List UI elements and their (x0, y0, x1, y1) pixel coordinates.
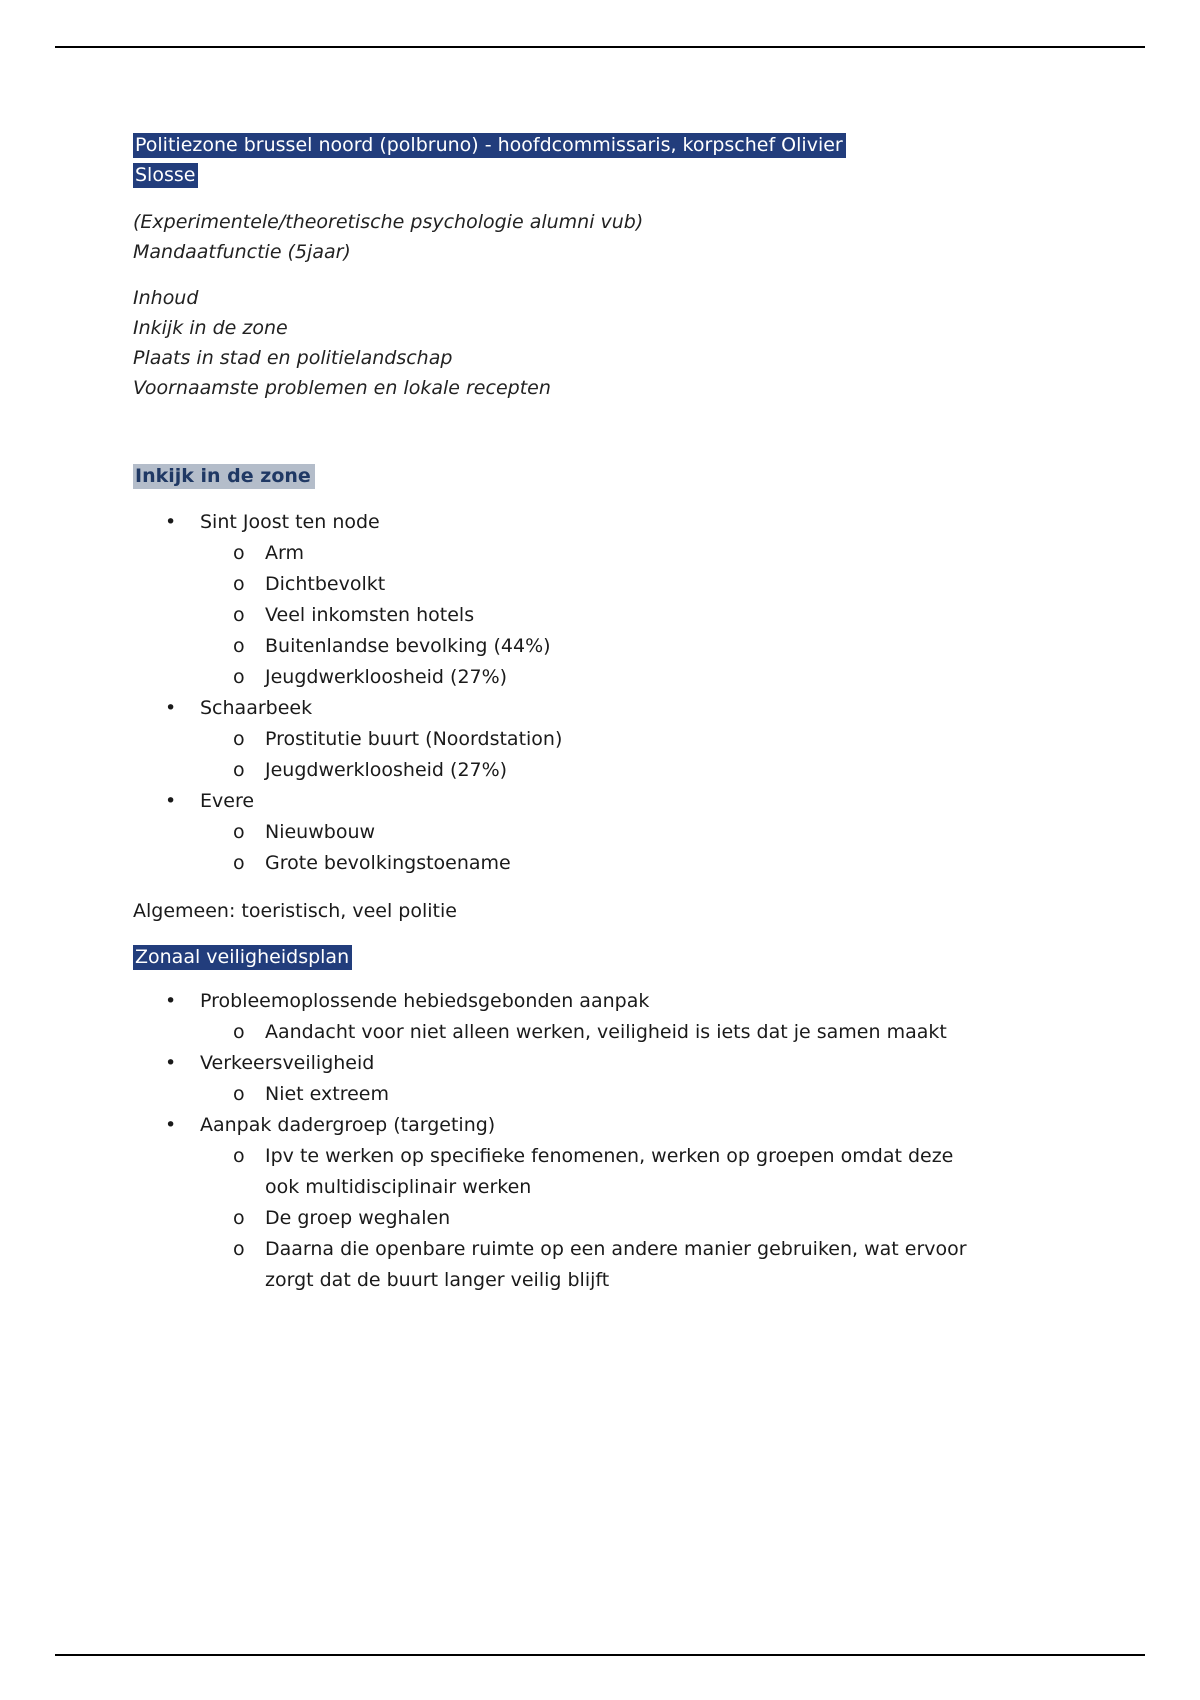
sub-bullet-icon: o (233, 542, 245, 565)
sub-list-item-label: De groep weghalen (265, 1207, 451, 1230)
sub-bullet-icon: o (233, 666, 245, 689)
top-rule (55, 46, 1145, 48)
veiligheidsplan-list (133, 986, 978, 1296)
sub-bullet-icon: o (233, 728, 245, 751)
bullet-icon: • (165, 697, 177, 720)
sub-list-item-label: Aandacht voor niet alleen werken, veiligheid is iets dat je samen maakt (265, 1021, 947, 1044)
sub-list-item (133, 600, 978, 631)
subtitle-block (133, 207, 978, 267)
list-item (133, 507, 978, 538)
list-item-label: Evere (200, 790, 255, 813)
sub-list-item (133, 1079, 978, 1110)
list-item (133, 786, 978, 817)
bullet-icon: • (165, 1114, 177, 1137)
sub-list-item (133, 631, 978, 662)
sub-list-item (133, 662, 978, 693)
zone-list (133, 507, 978, 879)
sub-list-item (133, 755, 978, 786)
title-highlight-line-1: Politiezone brussel noord (polbruno) - hoofdcommissaris, korpschef Olivier (133, 133, 846, 158)
toc-line: Inhoud (133, 287, 199, 310)
sub-list-item-label: Daarna die openbare ruimte op een andere manier gebruiken, wat ervoor zorgt dat de buurt langer veilig blijft (265, 1238, 967, 1292)
list-item-label: Aanpak dadergroep (targeting) (200, 1114, 496, 1137)
sub-list-item (133, 1203, 978, 1234)
toc-line: Inkijk in de zone (133, 317, 288, 340)
bullet-icon: • (165, 990, 177, 1013)
sub-list-item-label: Grote bevolkingstoename (265, 852, 511, 875)
sub-list-item-label: Ipv te werken op specifieke fenomenen, werken op groepen omdat deze ook multidisciplinair werken (265, 1145, 954, 1199)
sub-bullet-icon: o (233, 759, 245, 782)
sub-list-item-label: Niet extreem (265, 1083, 390, 1106)
sub-list-item (133, 724, 978, 755)
list-item-label: Schaarbeek (200, 697, 313, 720)
list-item (133, 986, 978, 1017)
section-heading-zone-highlight: Inkijk in de zone (133, 464, 315, 489)
sub-bullet-icon: o (233, 635, 245, 658)
sub-list-item (133, 538, 978, 569)
list-item (133, 693, 978, 724)
sub-bullet-icon: o (233, 573, 245, 596)
toc-line: Voornaamste problemen en lokale recepten (133, 377, 551, 400)
sub-list-item-label: Buitenlandse bevolking (44%) (265, 635, 551, 658)
sub-list-item (133, 1017, 978, 1048)
bullet-icon: • (165, 1052, 177, 1075)
document-content (133, 130, 978, 1296)
list-item-label: Verkeersveiligheid (200, 1052, 375, 1075)
list-item-label: Sint Joost ten node (200, 511, 380, 534)
sub-list-item-label: Arm (265, 542, 304, 565)
subtitle-line: (Experimentele/theoretische psychologie alumni vub) (133, 211, 644, 234)
sub-list-item (133, 1141, 978, 1203)
list-item-label: Probleemoplossende hebiedsgebonden aanpak (200, 990, 650, 1013)
sub-bullet-icon: o (233, 1083, 245, 1106)
subtitle-line: Mandaatfunctie (5jaar) (133, 241, 351, 264)
sub-list-item-label: Jeugdwerkloosheid (27%) (265, 666, 508, 689)
sub-bullet-icon: o (233, 604, 245, 627)
sub-bullet-icon: o (233, 1207, 245, 1230)
toc-block (133, 283, 978, 403)
list-item (133, 1110, 978, 1141)
sub-bullet-icon: o (233, 852, 245, 875)
sub-bullet-icon: o (233, 1238, 245, 1261)
bullet-icon: • (165, 790, 177, 813)
section-heading-veiligheidsplan (133, 942, 978, 972)
document-title (133, 130, 978, 190)
sub-list-item (133, 817, 978, 848)
toc-line: Plaats in stad en politielandschap (133, 347, 453, 370)
sub-list-item (133, 848, 978, 879)
sub-list-item-label: Prostitutie buurt (Noordstation) (265, 728, 563, 751)
bullet-icon: • (165, 511, 177, 534)
sub-list-item-label: Jeugdwerkloosheid (27%) (265, 759, 508, 782)
sub-bullet-icon: o (233, 1021, 245, 1044)
sub-list-item-label: Veel inkomsten hotels (265, 604, 475, 627)
sub-bullet-icon: o (233, 821, 245, 844)
list-item (133, 1048, 978, 1079)
bottom-rule (55, 1654, 1145, 1656)
sub-list-item (133, 1234, 978, 1296)
sub-list-item (133, 569, 978, 600)
title-highlight-line-2: Slosse (133, 163, 198, 188)
sub-bullet-icon: o (233, 1145, 245, 1168)
sub-list-item-label: Dichtbevolkt (265, 573, 386, 596)
section-heading-veiligheidsplan-highlight: Zonaal veiligheidsplan (133, 945, 352, 970)
sub-list-item-label: Nieuwbouw (265, 821, 376, 844)
section-heading-zone (133, 461, 978, 491)
general-note: Algemeen: toeristisch, veel politie (133, 900, 457, 923)
